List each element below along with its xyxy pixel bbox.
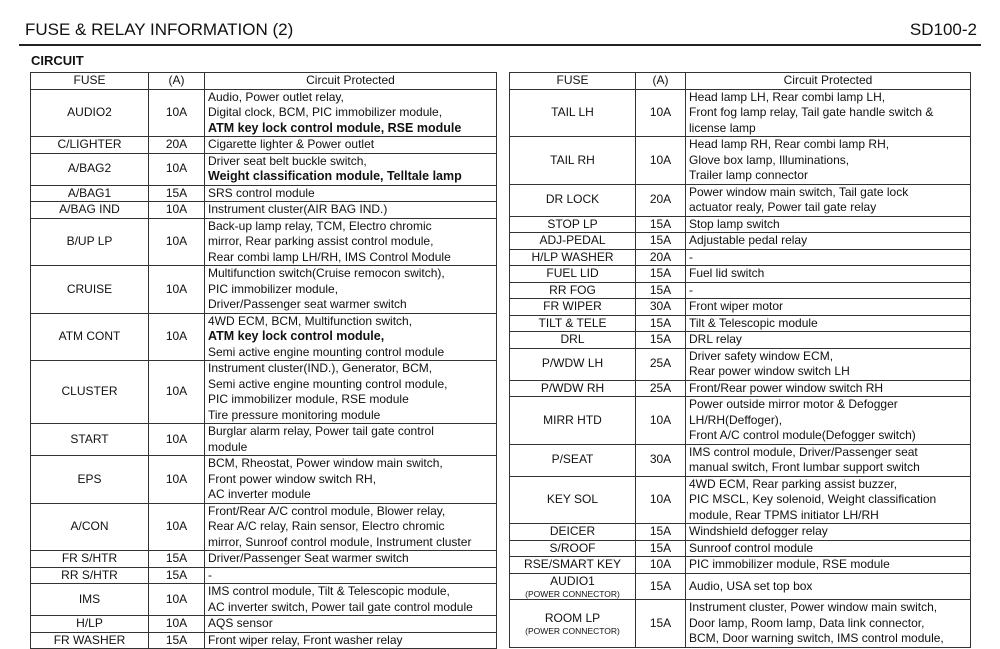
circuit-line: Tire pressure monitoring module — [208, 407, 381, 422]
fuse-amperage: 10A — [636, 397, 686, 445]
fuse-table-left — [30, 72, 497, 649]
column-header-circuit: Circuit Protected — [205, 73, 497, 90]
fuse-name-cell — [31, 218, 149, 266]
fuse-amperage: 15A — [636, 315, 686, 332]
circuit-protected-cell — [686, 299, 971, 316]
circuit-line: AC inverter module — [208, 487, 311, 501]
circuit-protected-cell — [686, 266, 971, 283]
fuse-name-cell — [31, 551, 149, 568]
fuse-amperage: 10A — [636, 557, 686, 574]
column-header-fuse: FUSE — [31, 73, 149, 90]
circuit-line: module — [208, 439, 248, 454]
fuse-name: KEY SOL — [546, 492, 599, 506]
fuse-name: CRUISE — [66, 281, 113, 296]
table-row — [31, 185, 497, 202]
fuse-amperage: 10A — [149, 584, 205, 616]
circuit-line: ATM key lock control module, RSE module — [208, 120, 462, 135]
fuse-amperage: 15A — [636, 332, 686, 349]
fuse-name: FR WIPER — [543, 299, 602, 313]
fuse-name: AUDIO2 — [67, 105, 112, 119]
fuse-name-cell — [510, 315, 636, 332]
circuit-protected-cell — [205, 567, 497, 584]
fuse-name: RR S/HTR — [61, 567, 118, 582]
fuse-name: EPS — [77, 471, 102, 486]
table-row — [510, 397, 971, 445]
table-row — [510, 137, 971, 185]
circuit-line: Front A/C control module(Defogger switch) — [689, 428, 916, 442]
circuit-protected-cell — [686, 216, 971, 233]
circuit-line: AC inverter switch, Power tail gate control module — [208, 599, 473, 614]
circuit-line: BCM, Door warning switch, IMS control module, — [689, 631, 944, 645]
fuse-name: MIRR HTD — [543, 412, 602, 427]
circuit-protected-cell — [686, 476, 971, 524]
circuit-line: Instrument cluster(AIR BAG IND.) — [208, 202, 388, 216]
circuit-line: Door lamp, Room lamp, Data link connector, — [689, 615, 925, 630]
fuse-name: FR WASHER — [53, 632, 126, 647]
fuse-name-cell — [31, 313, 149, 361]
fuse-name: DR LOCK — [545, 192, 600, 207]
table-row — [31, 567, 497, 584]
table-row — [510, 348, 971, 380]
fuse-name: STOP LP — [547, 216, 598, 231]
table-row — [510, 573, 971, 600]
table-row — [510, 266, 971, 283]
circuit-protected-cell — [205, 153, 497, 185]
fuse-table-right — [509, 72, 971, 648]
table-row — [31, 137, 497, 154]
circuit-line: Adjustable pedal relay — [689, 233, 808, 247]
fuse-amperage: 30A — [636, 444, 686, 476]
fuse-amperage: 30A — [636, 299, 686, 316]
circuit-line: Audio, Power outlet relay, — [208, 89, 344, 104]
column-header-circuit: Circuit Protected — [686, 73, 971, 90]
circuit-protected-cell — [686, 540, 971, 557]
table-row — [31, 551, 497, 568]
column-header-amp: (A) — [149, 73, 205, 90]
fuse-amperage: 15A — [636, 216, 686, 233]
table-row — [31, 632, 497, 649]
circuit-line: IMS control module, Tilt & Telescopic module, — [208, 584, 450, 598]
circuit-line: Cigarette lighter & Power outlet — [208, 137, 375, 151]
fuse-name: H/LP WASHER — [531, 249, 614, 264]
circuit-line: Power window main switch, Tail gate lock — [689, 184, 909, 199]
circuit-line: Weight classification module, Telltale lamp — [208, 169, 462, 183]
circuit-line: PIC immobilizer module, RSE module — [208, 392, 409, 406]
table-row — [31, 202, 497, 219]
fuse-name-cell — [31, 137, 149, 154]
circuit-line: Front/Rear power window switch RH — [689, 380, 884, 395]
circuit-line: BCM, Rheostat, Power window main switch, — [208, 456, 443, 470]
fuse-amperage: 25A — [636, 380, 686, 397]
table-row — [510, 315, 971, 332]
fuse-name: H/LP — [76, 616, 103, 630]
fuse-name-cell — [510, 332, 636, 349]
table-row — [510, 557, 971, 574]
fuse-amperage: 10A — [149, 424, 205, 456]
circuit-protected-cell — [205, 361, 497, 424]
circuit-line: - — [689, 249, 693, 264]
circuit-line: Rear power window switch LH — [689, 364, 850, 378]
fuse-amperage: 15A — [636, 600, 686, 648]
table-row — [31, 361, 497, 424]
fuse-name-cell — [31, 456, 149, 504]
fuse-name-cell — [510, 397, 636, 445]
circuit-line: Front power window switch RH, — [208, 471, 377, 486]
fuse-name-cell — [510, 380, 636, 397]
circuit-protected-cell — [686, 524, 971, 541]
fuse-amperage: 25A — [636, 348, 686, 380]
column-header-amp: (A) — [636, 73, 686, 90]
circuit-protected-cell — [205, 266, 497, 314]
fuse-name: IMS — [78, 591, 101, 606]
circuit-line: AQS sensor — [208, 616, 273, 630]
circuit-line: DRL relay — [689, 332, 742, 346]
table-row — [31, 266, 497, 314]
fuse-name-cell — [31, 503, 149, 551]
table-row — [31, 218, 497, 266]
circuit-protected-cell — [205, 313, 497, 361]
circuit-line: Front wiper motor — [689, 299, 784, 313]
fuse-amperage: 20A — [636, 184, 686, 216]
circuit-protected-cell — [205, 137, 497, 154]
circuit-line: Head lamp RH, Rear combi lamp RH, — [689, 137, 890, 151]
circuit-line: Fuel lid switch — [689, 266, 765, 280]
document-header — [19, 8, 981, 46]
fuse-name: TILT & TELE — [538, 315, 607, 330]
fuse-name-cell — [31, 632, 149, 649]
circuit-line: Multifunction switch(Cruise remocon switch), — [208, 266, 445, 280]
table-row — [31, 313, 497, 361]
fuse-name-cell — [31, 266, 149, 314]
fuse-name-cell — [31, 584, 149, 616]
fuse-name-cell — [31, 153, 149, 185]
circuit-line: Sunroof control module — [689, 540, 814, 555]
circuit-line: Tilt & Telescopic module — [689, 315, 818, 330]
fuse-name: S/ROOF — [549, 540, 596, 555]
fuse-amperage: 15A — [636, 573, 686, 600]
fuse-amperage: 15A — [636, 233, 686, 250]
fuse-name: P/WDW RH — [540, 380, 605, 395]
fuse-name: FR S/HTR — [61, 551, 118, 565]
fuse-name: FUEL LID — [546, 266, 599, 280]
circuit-line: Front fog lamp relay, Tail gate handle switch & — [689, 105, 934, 119]
fuse-amperage: 10A — [149, 266, 205, 314]
circuit-protected-cell — [686, 282, 971, 299]
fuse-name-cell — [510, 266, 636, 283]
circuit-protected-cell — [205, 424, 497, 456]
fuse-name: ATM CONT — [58, 329, 121, 343]
fuse-amperage: 10A — [149, 153, 205, 185]
circuit-protected-cell — [686, 380, 971, 397]
table-row — [510, 233, 971, 250]
fuse-amperage: 20A — [149, 137, 205, 154]
circuit-protected-cell — [686, 348, 971, 380]
fuse-amperage: 15A — [149, 632, 205, 649]
circuit-line: module, Rear TPMS initiator LH/RH — [689, 507, 879, 522]
circuit-line: SRS control module — [208, 185, 315, 200]
fuse-amperage: 10A — [149, 361, 205, 424]
circuit-line: Trailer lamp connector — [689, 168, 808, 182]
table-row — [510, 89, 971, 137]
fuse-amperage: 20A — [636, 249, 686, 266]
circuit-line: Semi active engine mounting control module — [208, 344, 445, 359]
circuit-protected-cell — [205, 503, 497, 551]
fuse-name: A/BAG IND — [59, 202, 120, 216]
table-row — [510, 600, 971, 648]
fuse-amperage: 10A — [149, 89, 205, 137]
fuse-name-cell — [31, 567, 149, 584]
fuse-location-note: (POWER CONNECTOR) — [525, 589, 620, 599]
circuit-protected-cell — [205, 202, 497, 219]
fuse-amperage: 10A — [149, 313, 205, 361]
fuse-name-cell — [510, 557, 636, 574]
circuit-protected-cell — [205, 89, 497, 137]
fuse-name-cell — [510, 600, 636, 648]
circuit-line: Instrument cluster, Power window main switch, — [689, 600, 938, 614]
table-row — [510, 380, 971, 397]
fuse-name: TAIL LH — [551, 105, 594, 119]
fuse-name: RR FOG — [549, 282, 596, 297]
page-title: FUSE & RELAY INFORMATION (2) — [25, 20, 294, 39]
circuit-line: Semi active engine mounting control module, — [208, 376, 448, 391]
circuit-protected-cell — [205, 551, 497, 568]
fuse-name: START — [70, 431, 109, 446]
table-row — [31, 89, 497, 137]
fuse-amperage: 10A — [149, 456, 205, 504]
circuit-line: Instrument cluster(IND.), Generator, BCM, — [208, 361, 433, 375]
circuit-line: IMS control module, Driver/Passenger seat — [689, 444, 918, 459]
circuit-line: 4WD ECM, Rear parking assist buzzer, — [689, 476, 898, 491]
fuse-location-note: (POWER CONNECTOR) — [525, 626, 620, 636]
fuse-name: DRL — [560, 332, 585, 346]
circuit-line: PIC immobilizer module, — [208, 281, 339, 296]
circuit-protected-cell — [686, 249, 971, 266]
table-row — [31, 503, 497, 551]
circuit-protected-cell — [205, 218, 497, 266]
circuit-protected-cell — [205, 632, 497, 649]
table-row — [510, 184, 971, 216]
circuit-line: mirror, Sunroof control module, Instrument cluster — [208, 534, 472, 549]
table-row — [510, 216, 971, 233]
table-row — [31, 456, 497, 504]
circuit-line: Stop lamp switch — [689, 216, 780, 231]
circuit-line: PIC immobilizer module, RSE module — [689, 557, 890, 571]
circuit-protected-cell — [686, 332, 971, 349]
fuse-amperage: 10A — [149, 616, 205, 633]
circuit-line: 4WD ECM, BCM, Multifunction switch, — [208, 313, 413, 328]
circuit-line: - — [208, 567, 212, 582]
circuit-line: - — [689, 282, 693, 297]
fuse-name-cell — [510, 233, 636, 250]
fuse-amperage: 15A — [636, 524, 686, 541]
circuit-line: mirror, Rear parking assist control module, — [208, 234, 434, 248]
fuse-amperage: 15A — [636, 266, 686, 283]
document-code: SD100-2 — [909, 20, 977, 39]
fuse-amperage: 10A — [149, 503, 205, 551]
fuse-name-cell — [510, 540, 636, 557]
fuse-name-cell — [510, 476, 636, 524]
circuit-protected-cell — [686, 444, 971, 476]
circuit-line: Front/Rear A/C control module, Blower relay, — [208, 503, 446, 518]
fuse-amperage: 10A — [149, 218, 205, 266]
circuit-line: manual switch, Front lumbar support switch — [689, 460, 920, 474]
fuse-amperage: 10A — [149, 202, 205, 219]
table-row — [510, 249, 971, 266]
fuse-name-cell — [31, 361, 149, 424]
fuse-amperage: 15A — [149, 185, 205, 202]
circuit-protected-cell — [686, 397, 971, 445]
fuse-name: CLUSTER — [61, 384, 118, 399]
fuse-name: DEICER — [549, 524, 596, 538]
table-row — [510, 540, 971, 557]
fuse-name-cell — [510, 299, 636, 316]
fuse-name-cell — [31, 424, 149, 456]
circuit-line: Glove box lamp, Illuminations, — [689, 152, 850, 167]
circuit-protected-cell — [686, 233, 971, 250]
fuse-name-cell — [510, 89, 636, 137]
fuse-name-cell — [510, 348, 636, 380]
fuse-name-cell — [510, 137, 636, 185]
table-row — [510, 332, 971, 349]
section-title: CIRCUIT — [31, 53, 84, 68]
circuit-line: Driver safety window ECM, — [689, 348, 834, 363]
circuit-line: Back-up lamp relay, TCM, Electro chromic — [208, 218, 432, 233]
circuit-line: Audio, USA set top box — [689, 578, 813, 593]
table-row — [510, 476, 971, 524]
circuit-line: Head lamp LH, Rear combi lamp LH, — [689, 89, 886, 104]
circuit-line: Burglar alarm relay, Power tail gate control — [208, 424, 434, 438]
fuse-name: A/CON — [70, 519, 109, 533]
fuse-name: B/UP LP — [66, 234, 113, 248]
circuit-line: LH/RH(Deffoger), — [689, 412, 783, 427]
fuse-name: AUDIO1 — [550, 573, 595, 588]
circuit-protected-cell — [205, 456, 497, 504]
circuit-protected-cell — [686, 89, 971, 137]
fuse-name-cell — [510, 524, 636, 541]
circuit-protected-cell — [686, 573, 971, 600]
circuit-protected-cell — [686, 137, 971, 185]
circuit-line: Driver/Passenger Seat warmer switch — [208, 551, 409, 565]
circuit-line: Power outside mirror motor & Defogger — [689, 397, 898, 411]
fuse-amperage: 15A — [636, 540, 686, 557]
table-row — [510, 444, 971, 476]
fuse-amperage: 15A — [149, 567, 205, 584]
fuse-name-cell — [31, 89, 149, 137]
circuit-line: ATM key lock control module, — [208, 329, 385, 343]
table-header-row — [31, 73, 497, 90]
fuse-name-cell — [510, 444, 636, 476]
circuit-line: Driver/Passenger seat warmer switch — [208, 297, 407, 311]
fuse-name: A/BAG1 — [67, 185, 112, 200]
fuse-amperage: 10A — [636, 476, 686, 524]
circuit-line: PIC MSCL, Key solenoid, Weight classification — [689, 492, 937, 506]
fuse-name: RSE/SMART KEY — [524, 557, 621, 571]
fuse-name: TAIL RH — [550, 152, 595, 167]
table-row — [510, 282, 971, 299]
fuse-amperage: 15A — [636, 282, 686, 299]
column-header-fuse: FUSE — [510, 73, 636, 90]
circuit-protected-cell — [686, 184, 971, 216]
fuse-name-cell — [510, 249, 636, 266]
fuse-name-cell — [510, 216, 636, 233]
circuit-line: Rear A/C relay, Rain sensor, Electro chromic — [208, 519, 445, 533]
fuse-amperage: 15A — [149, 551, 205, 568]
table-row — [510, 524, 971, 541]
circuit-protected-cell — [686, 557, 971, 574]
circuit-line: Rear combi lamp LH/RH, IMS Control Module — [208, 249, 451, 264]
table-row — [31, 424, 497, 456]
fuse-name: P/WDW LH — [541, 356, 604, 371]
fuse-name: C/LIGHTER — [57, 137, 122, 151]
fuse-name-cell — [510, 573, 636, 600]
fuse-name: A/BAG2 — [67, 161, 112, 176]
circuit-protected-cell — [205, 584, 497, 616]
circuit-line: license lamp — [689, 120, 756, 135]
table-row — [31, 153, 497, 185]
fuse-name-cell — [510, 184, 636, 216]
circuit-protected-cell — [205, 185, 497, 202]
fuse-name-cell — [31, 202, 149, 219]
fuse-amperage: 10A — [636, 137, 686, 185]
table-header-row — [510, 73, 971, 90]
circuit-line: Windshield defogger relay — [689, 524, 828, 538]
fuse-name: ROOM LP — [544, 610, 601, 625]
fuse-name-cell — [31, 185, 149, 202]
table-row — [510, 299, 971, 316]
fuse-name-cell — [510, 282, 636, 299]
fuse-name: ADJ-PEDAL — [539, 233, 606, 247]
circuit-line: Driver seat belt buckle switch, — [208, 153, 367, 168]
circuit-line: Front wiper relay, Front washer relay — [208, 632, 403, 647]
circuit-protected-cell — [686, 315, 971, 332]
table-row — [31, 584, 497, 616]
fuse-amperage: 10A — [636, 89, 686, 137]
circuit-line: Digital clock, BCM, PIC immobilizer module, — [208, 105, 443, 119]
circuit-line: actuator realy, Power tail gate relay — [689, 200, 877, 214]
circuit-protected-cell — [686, 600, 971, 648]
fuse-name: P/SEAT — [551, 452, 594, 467]
